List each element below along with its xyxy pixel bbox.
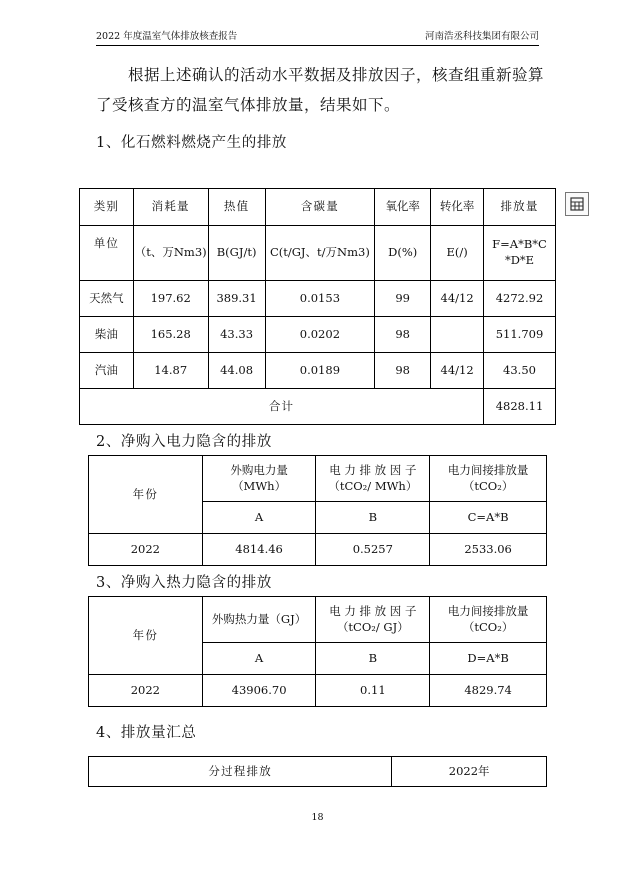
table1-unit: （t、万Nm3): [133, 226, 208, 281]
table3-cell: 4829.74: [430, 675, 547, 707]
table2-header: 电 力 排 放 因 子 （tCO₂/ MWh）: [316, 456, 430, 502]
table1-cell: 4272.92: [484, 281, 556, 317]
table1-header: 类别: [80, 189, 134, 226]
table1-cell: 44.08: [208, 353, 265, 389]
table-row: [80, 353, 556, 389]
intro-line-2: 了受核查方的温室气体排放量，结果如下。: [96, 96, 401, 114]
table2-cell: 4814.46: [202, 534, 316, 566]
table1-cell: 汽油: [80, 353, 134, 389]
table1-cell: 165.28: [133, 317, 208, 353]
table3-cell: 2022: [89, 675, 203, 707]
table-row: [89, 534, 547, 566]
table2-cell: 2022: [89, 534, 203, 566]
table3-year-label: 年份: [89, 597, 203, 675]
table1-cell: 柴油: [80, 317, 134, 353]
table1-cell: 197.62: [133, 281, 208, 317]
table1-unit: E(/): [431, 226, 484, 281]
table1-cell: 0.0202: [265, 317, 375, 353]
intro-paragraph: [96, 60, 548, 91]
table1-cell: 43.50: [484, 353, 556, 389]
table1-cell: 0.0153: [265, 281, 375, 317]
table1-cell: 0.0189: [265, 353, 375, 389]
page-number: 18: [311, 812, 324, 823]
table3-header-row: [89, 597, 547, 643]
table1-cell: 98: [375, 353, 431, 389]
table2-header: 电力间接排放量 （tCO₂）: [430, 456, 547, 502]
intro-line-1: 根据上述确认的活动水平数据及排放因子，核查组重新验算: [128, 66, 545, 84]
table1-header: 消耗量: [133, 189, 208, 226]
table1-unit: D(%): [375, 226, 431, 281]
table2-symbol: C=A*B: [430, 502, 547, 534]
table3-header: 外购热力量（GJ）: [202, 597, 316, 643]
table2-header-row: [89, 456, 547, 502]
table1-total-label: 合计: [80, 389, 484, 425]
fossil-fuel-table: [79, 188, 556, 425]
table3-symbol: B: [316, 643, 430, 675]
table1-header: 转化率: [431, 189, 484, 226]
table1-header: 排放量: [484, 189, 556, 226]
table1-unit: B(GJ/t): [208, 226, 265, 281]
page-header-right: 河南浩丞科技集团有限公司: [424, 31, 539, 42]
table1-cell: [431, 317, 484, 353]
table-tool-button[interactable]: [565, 192, 589, 216]
table-row: [80, 317, 556, 353]
heat-table: [88, 596, 547, 707]
summary-table: [88, 756, 547, 787]
table3-symbol: A: [202, 643, 316, 675]
table2-cell: 0.5257: [316, 534, 430, 566]
summary-col-year: 2022年: [392, 757, 547, 787]
table1-cell: 511.709: [484, 317, 556, 353]
table3-cell: 43906.70: [202, 675, 316, 707]
table1-header: 含碳量: [265, 189, 375, 226]
table1-units-row: [80, 226, 556, 281]
table1-unit: 单位: [80, 226, 134, 281]
table1-unit: C(t/GJ、t/万Nm3): [265, 226, 375, 281]
table2-cell: 2533.06: [430, 534, 547, 566]
table1-cell: 14.87: [133, 353, 208, 389]
table-row: [89, 675, 547, 707]
page-header-left: 2022 年度温室气体排放核查报告: [96, 31, 238, 42]
table2-symbol: A: [202, 502, 316, 534]
section-4-title: 4、排放量汇总: [96, 725, 197, 741]
table-grid-icon: [570, 197, 584, 211]
table3-header: 电力间接排放量 （tCO₂）: [430, 597, 547, 643]
table1-cell: 43.33: [208, 317, 265, 353]
table1-header: 热值: [208, 189, 265, 226]
section-2-title: 2、净购入电力隐含的排放: [96, 434, 272, 450]
table1-total-row: [80, 389, 556, 425]
section-1-title: 1、化石燃料燃烧产生的排放: [96, 135, 288, 151]
table1-unit: F=A*B*C *D*E: [484, 226, 556, 281]
table-row: [80, 281, 556, 317]
table1-cell: 天然气: [80, 281, 134, 317]
intro-paragraph-cont: [96, 90, 548, 121]
table3-header: 电 力 排 放 因 子 （tCO₂/ GJ）: [316, 597, 430, 643]
table1-cell: 389.31: [208, 281, 265, 317]
table1-header: 氧化率: [375, 189, 431, 226]
table1-cell: 44/12: [431, 353, 484, 389]
table1-cell: 98: [375, 317, 431, 353]
table2-symbol: B: [316, 502, 430, 534]
header-rule: [96, 45, 539, 46]
summary-col-process: 分过程排放: [89, 757, 392, 787]
table1-cell: 44/12: [431, 281, 484, 317]
section-3-title: 3、净购入热力隐含的排放: [96, 575, 272, 591]
table-row: [89, 757, 547, 787]
electricity-table: [88, 455, 547, 566]
table2-header: 外购电力量 （MWh）: [202, 456, 316, 502]
table3-cell: 0.11: [316, 675, 430, 707]
table1-cell: 99: [375, 281, 431, 317]
table1-total-value: 4828.11: [484, 389, 556, 425]
table3-symbol: D=A*B: [430, 643, 547, 675]
table2-year-label: 年份: [89, 456, 203, 534]
table1-header-row: [80, 189, 556, 226]
